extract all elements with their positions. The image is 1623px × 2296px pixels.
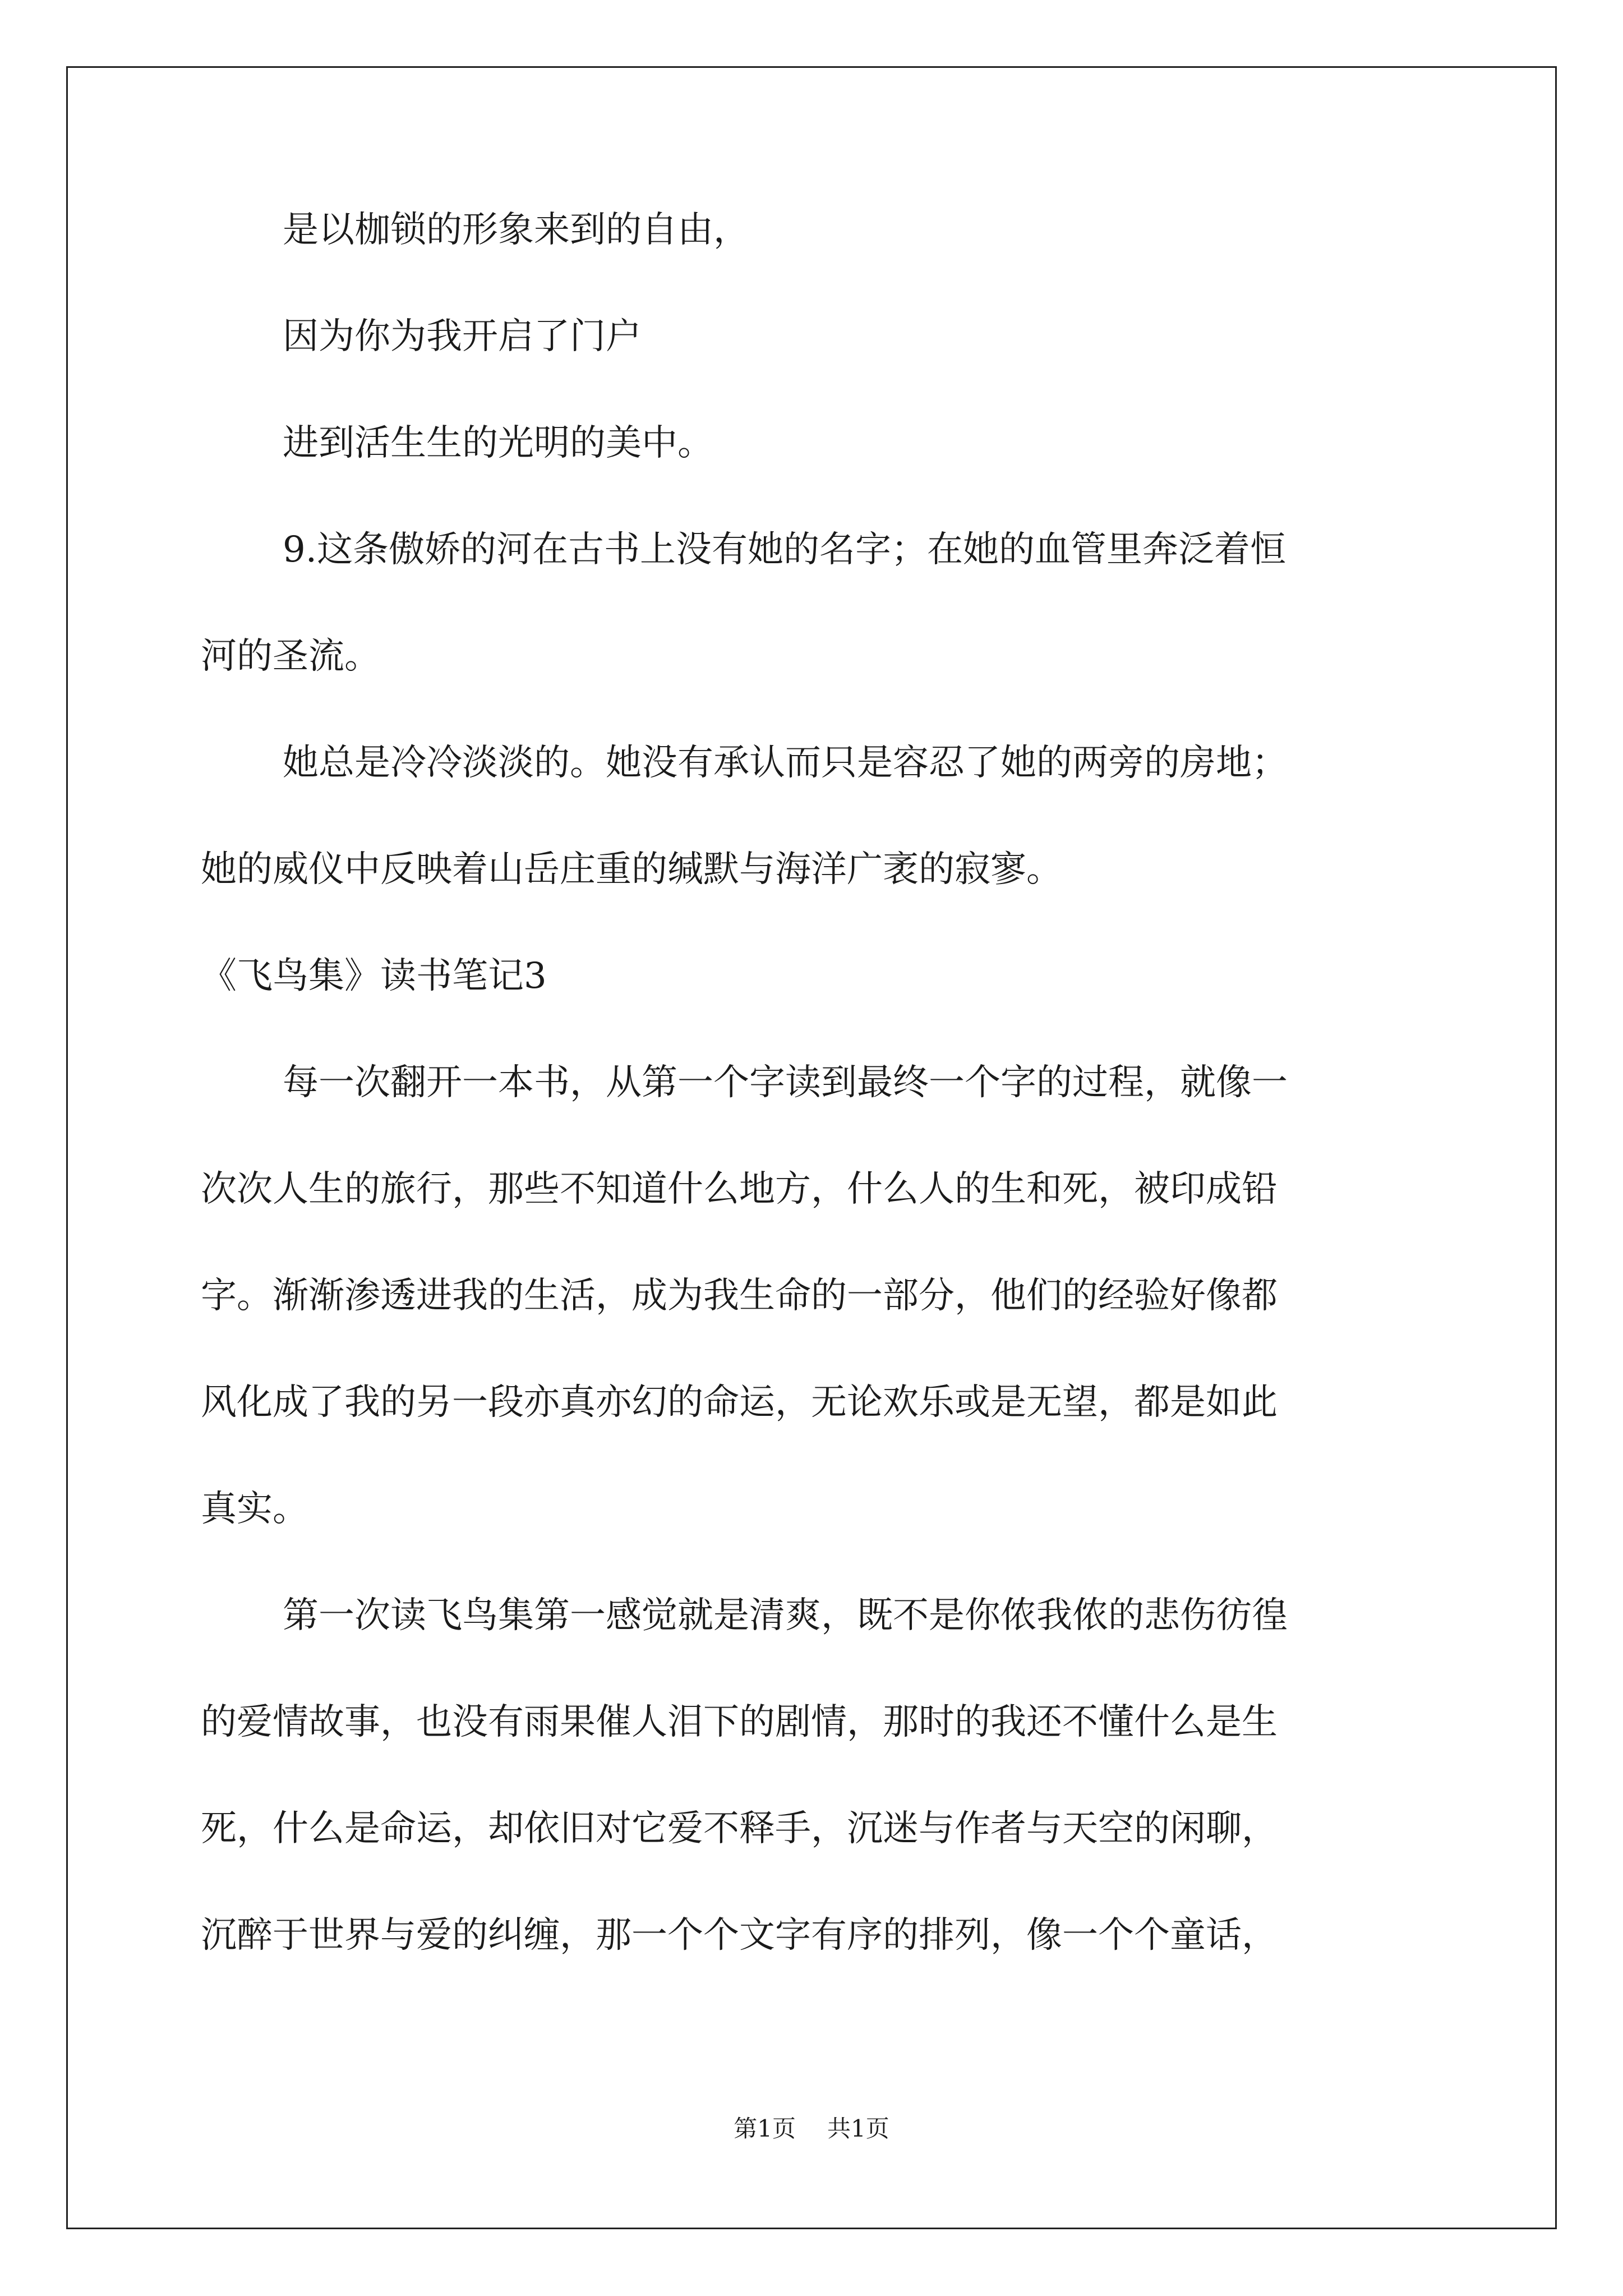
text-line: 死，什么是命运，却依旧对它爱不释手，沉迷与作者与天空的闲聊， xyxy=(201,1808,1278,1849)
page-border xyxy=(66,66,1557,2229)
text-line: 是以枷锁的形象来到的自由， xyxy=(283,209,749,251)
text-line: 风化成了我的另一段亦真亦幻的命运，无论欢乐或是无望，都是如此 xyxy=(201,1382,1278,1423)
text-line: 9.这条傲娇的河在古书上没有她的名字；在她的血管里奔泛着恒 xyxy=(283,529,1287,570)
section-heading: 《飞鸟集》读书笔记3 xyxy=(201,955,547,997)
text-line: 河的圣流。 xyxy=(201,636,380,677)
text-line: 字。渐渐渗透进我的生活，成为我生命的一部分，他们的经验好像都 xyxy=(201,1275,1278,1317)
text-line: 因为你为我开启了门户 xyxy=(283,316,642,357)
text-line: 真实。 xyxy=(201,1488,308,1530)
page-total: 共1页 xyxy=(827,2115,889,2142)
text-line: 的爱情故事，也没有雨果催人泪下的剧情，那时的我还不懂什么是生 xyxy=(201,1701,1278,1743)
text-line: 她总是冷冷淡淡的。她没有承认而只是容忍了她的两旁的房地； xyxy=(283,742,1288,784)
text-line: 进到活生生的光明的美中。 xyxy=(283,422,713,464)
text-line: 她的威仪中反映着山岳庄重的缄默与海洋广袤的寂寥。 xyxy=(201,849,1062,890)
text-line: 第一次读飞鸟集第一感觉就是清爽，既不是你侬我侬的悲伤彷徨 xyxy=(283,1595,1288,1636)
page-number: 第1页 xyxy=(734,2115,796,2142)
text-line: 每一次翻开一本书，从第一个字读到最终一个字的过程，就像一 xyxy=(283,1062,1288,1103)
page-footer xyxy=(0,2115,1623,2143)
text-line: 次次人生的旅行，那些不知道什么地方，什么人的生和死，被印成铅 xyxy=(201,1168,1278,1210)
text-line: 沉醉于世界与爱的纠缠，那一个个文字有序的排列，像一个个童话， xyxy=(201,1915,1278,1956)
